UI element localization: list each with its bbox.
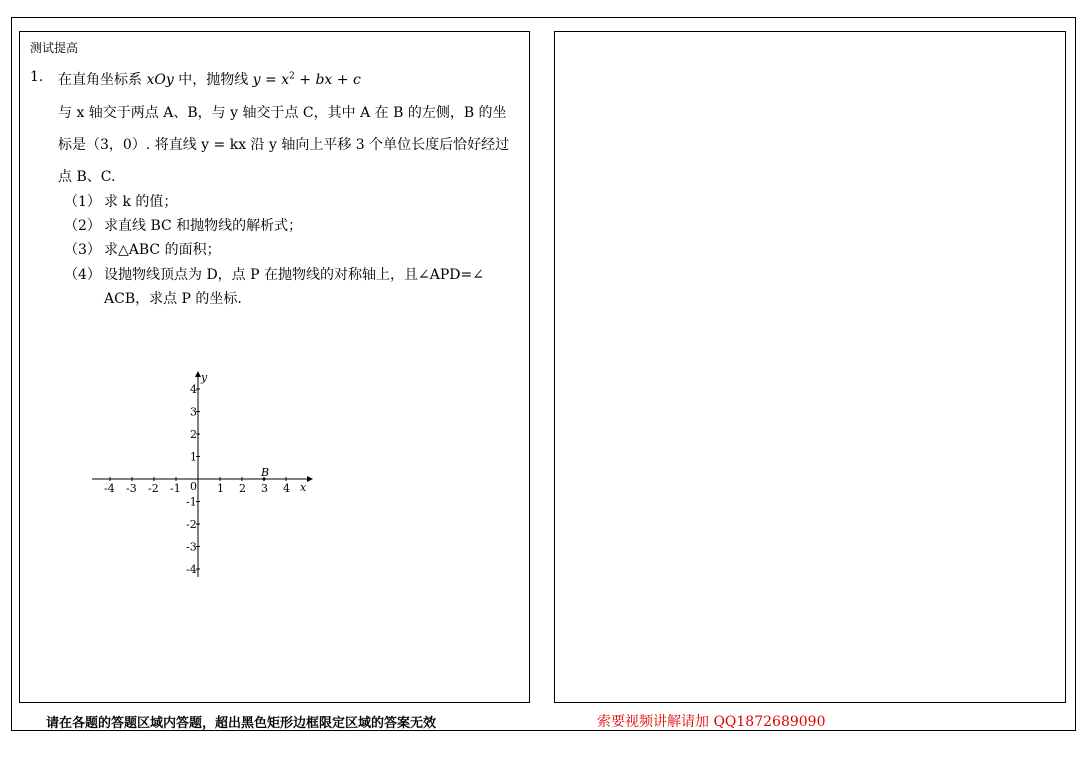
x-tick-label: 2 [239,482,246,495]
question-number: 1. [30,69,44,85]
y-tick-label: 4 [190,383,197,396]
part-2: （2） 求直线 BC 和抛物线的解析式； [64,218,303,234]
x-ticks [104,477,290,495]
section-title: 测试提高 [30,41,79,55]
answer-area-right [554,31,1066,703]
y-tick-label: -1 [186,495,197,509]
origin-label: 0 [190,480,197,493]
x-tick-label: -4 [104,482,115,495]
part-1: （1） 求 k 的值； [64,194,178,210]
point-b-label: B [261,466,270,479]
answer-area-left [19,31,530,703]
x-tick-label: 3 [261,482,268,495]
question-line-1: 在直角坐标系 xOy 中，抛物线 $y = x^2$ + bx + c [58,71,361,88]
x-tick-label: 4 [283,482,290,495]
y-tick-label: 3 [190,405,197,419]
x-tick-label: -3 [126,482,137,495]
y-tick-label: 1 [190,450,197,464]
question-line-3: 标是（3，0）. 将直线 y = kx 沿 y 轴向上平移 3 个单位长度后恰好经过 [58,137,510,153]
coordinate-graph [20,32,529,702]
y-tick-label: 2 [190,428,197,441]
y-tick-label: -3 [186,540,197,554]
footer-notice: 请在各题的答题区域内答题，超出黑色矩形边框限定区域的答案无效 [46,716,437,731]
part-4-continued: ACB，求点 P 的坐标. [104,291,242,307]
y-tick-label: -4 [186,563,197,576]
question-line-4: 点 B、C. [58,169,116,185]
footer-contact: 索要视频讲解请加 QQ1872689090 [597,714,826,730]
y-tick-label: -2 [186,518,197,531]
x-axis-label: x [300,481,307,494]
x-tick-label: 1 [217,482,224,495]
x-tick-label: -1 [170,482,181,495]
part-3: （3） 求△ABC 的面积； [64,242,221,258]
part-4: （4） 设抛物线顶点为 D，点 P 在抛物线的对称轴上，且∠APD=∠ [64,267,484,283]
question-line-2: 与 x 轴交于两点 A、B，与 y 轴交于点 C，其中 A 在 B 的左侧，B 的坐 [58,105,507,121]
y-axis-label: y [201,371,208,384]
x-tick-label: -2 [148,482,159,495]
